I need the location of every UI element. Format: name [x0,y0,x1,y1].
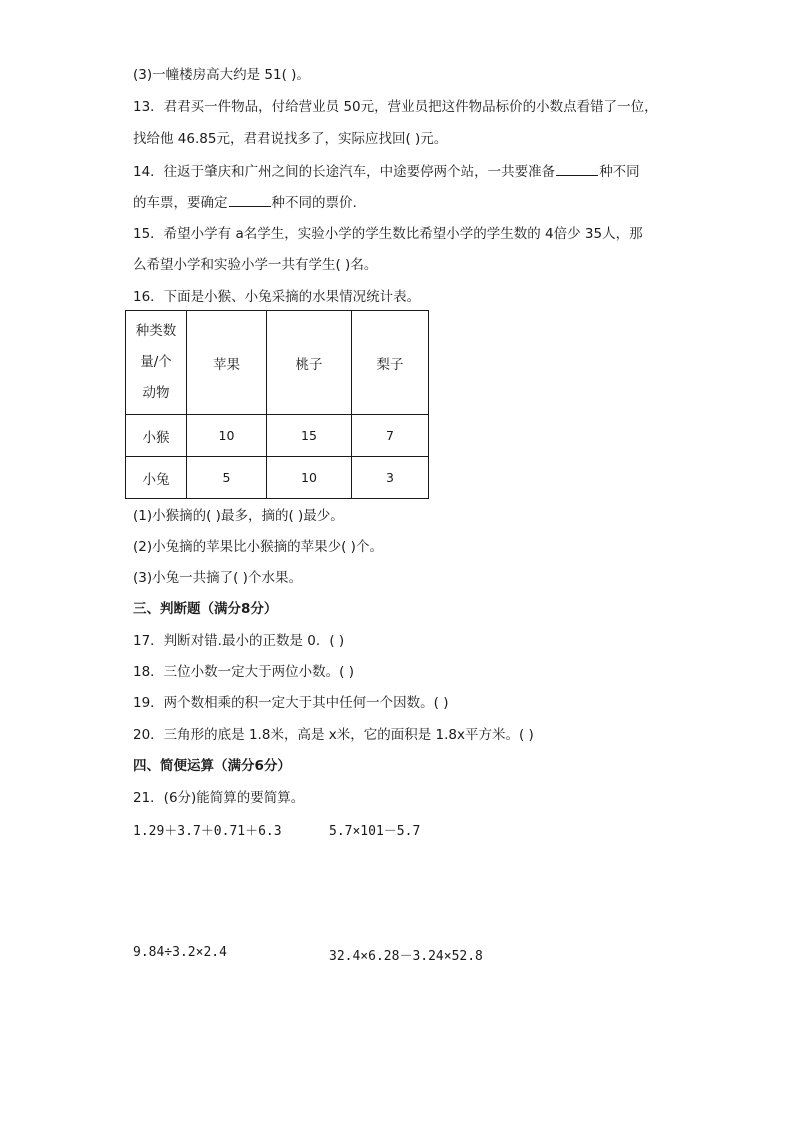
calc-expr-1: 1.29＋3.7＋0.71＋6.3 [133,824,282,839]
calc-expr-2: 5.7×101－5.7 [329,824,421,839]
table-corner-cell [126,311,187,415]
q14-blank-1[interactable] [556,162,598,176]
cell-monkey-apple: 10 [187,415,267,457]
section3-title: 三、判断题（满分8分） [133,601,278,617]
q14-line2 [133,193,357,212]
q14-line1 [133,162,640,181]
q14-line2-text-b: 种不同的票价. [271,195,357,211]
q16-sub1: (1)小猴摘的( )最多，摘的( )最少。 [133,508,344,524]
q14-line1-text-a: 14．往返于肇庆和广州之间的长途汽车，中途要停两个站，一共要准备 [133,164,556,180]
q15-line1: 15．希望小学有 a名学生，实验小学的学生数比希望小学的学生数的 4倍少 35人，那 [133,226,643,242]
q15-line2: 么希望小学和实验小学一共有学生( )名。 [133,257,378,273]
header-peach: 桃子 [267,311,352,415]
q16-sub3: (3)小兔一共摘了( )个水果。 [133,570,302,586]
q13-line1: 13．君君买一件物品，付给营业员 50元，营业员把这件物品标价的小数点看错了一位， [133,99,658,115]
corner-line-1: 种类数 [135,323,177,339]
corner-line-3: 动物 [142,385,170,401]
cell-monkey-pear: 7 [352,415,429,457]
calc-expr-3: 9.84÷3.2×2.4 [133,945,227,960]
row-animal-monkey: 小猴 [126,415,187,457]
corner-line-2: 量/个 [140,354,172,370]
q13-line2: 找给他 46.85元，君君说找多了，实际应找回( )元。 [133,131,448,147]
calc-expr-4: 32.4×6.28－3.24×52.8 [329,949,483,964]
header-pear: 梨子 [352,311,429,415]
q14-blank-2[interactable] [229,193,271,207]
q14-line1-text-b: 种不同 [599,164,640,180]
q21: 21．(6分)能简算的要简算。 [133,790,305,806]
table-row [126,457,429,499]
q14-line2-text-a: 的车票，要确定 [133,195,228,211]
row-animal-rabbit: 小兔 [126,457,187,499]
section4-title: 四、简便运算（满分6分） [133,758,291,774]
cell-rabbit-apple: 5 [187,457,267,499]
q11-part3: (3)一幢楼房高大约是 51( )。 [133,67,310,83]
q17: 17．判断对错.最小的正数是 0．( ) [133,633,345,649]
q16-sub2: (2)小兔摘的苹果比小猴摘的苹果少( )个。 [133,539,383,555]
header-apple: 苹果 [187,311,267,415]
fruit-stats-table [125,310,429,499]
q19: 19．两个数相乘的积一定大于其中任何一个因数。( ) [133,695,449,711]
q20: 20．三角形的底是 1.8米，高是 x米，它的面积是 1.8x平方米。( ) [133,727,534,743]
cell-rabbit-pear: 3 [352,457,429,499]
table-row [126,415,429,457]
q18: 18．三位小数一定大于两位小数。( ) [133,664,355,680]
q16-intro: 16．下面是小猴、小兔采摘的水果情况统计表。 [133,289,421,305]
cell-monkey-peach: 15 [267,415,352,457]
cell-rabbit-peach: 10 [267,457,352,499]
table-header-row [126,311,429,415]
